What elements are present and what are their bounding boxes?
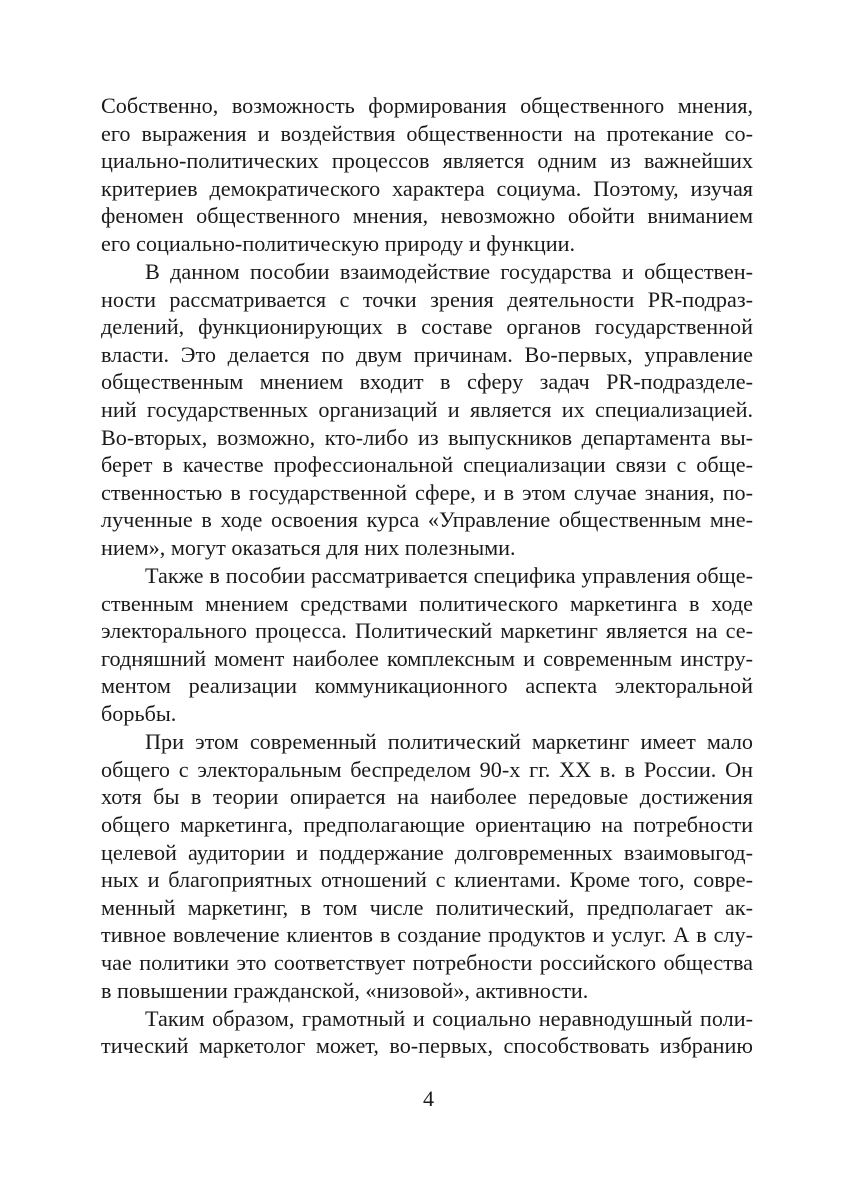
text-line: власти. Это делается по двум причинам. Во-первых, управление [101,341,753,367]
text-line: хотя бы в теории опирается на наиболее передовые достижения [101,784,753,810]
text-line: общего маркетинга, предполагающие ориентацию на потребности [101,811,753,837]
paragraph-4 [101,728,753,1004]
text-line: ментом реализации коммуникационного аспекта электоральной [101,673,753,699]
text-line: целевой аудитории и поддержание долговременных взаимовыгод- [101,839,753,865]
text-line: ственным мнением средствами политического маркетинга в ходе [101,590,753,616]
text-line: нием», могут оказаться для них полезными. [101,535,516,560]
text-line: делений, функционирующих в составе органов государственной [101,314,753,340]
text-line: критериев демократического характера социума. Поэтому, изучая [101,175,753,201]
page-number: 4 [423,1086,434,1111]
text-line: При этом современный политический маркетинг имеет мало [145,729,753,755]
paragraph-2 [101,258,753,562]
text-line: тивное вовлечение клиентов в создание продуктов и услуг. А в слу- [101,922,753,948]
text-line: его социально-политическую природу и функции. [101,230,576,256]
text-line: годняшний момент наиболее комплексным и современным инстру- [101,645,753,671]
page-body [101,92,753,1060]
text-line: ний государственных организаций и является их специализацией. [101,397,753,423]
text-line: общего с электоральным беспределом 90-х гг. XX в. в России. Он [101,756,753,782]
paragraph-1 [101,92,753,258]
text-line: лученные в ходе освоения курса «Управление общественным мне- [101,507,753,533]
text-line: электорального процесса. Политический маркетинг является на се- [101,618,753,644]
paragraph-3 [101,562,753,728]
text-line: Во-вторых, возможно, кто-либо из выпускников департамента вы- [101,424,753,450]
paragraph-5 [101,1005,753,1060]
text-line: циально-политических процессов является одним из важнейших [101,148,753,174]
text-line: чае политики это соответствует потребности российского общества [101,949,753,975]
text-line: тический маркетолог может, во-первых, способствовать избранию [101,1033,753,1059]
text-line: Таким образом, грамотный и социально неравнодушный поли- [145,1005,753,1031]
text-line: менный маркетинг, в том числе политический, предполагает ак- [101,894,753,920]
text-line: Также в пособии рассматривается специфика управления обще- [145,563,753,589]
text-line: Собственно, возможность формирования общественного мнения, [101,93,753,118]
text-line: феномен общественного мнения, невозможно обойти вниманием [101,203,753,229]
text-line: его выражения и воздействия общественности на протекание со- [101,120,753,146]
text-line: общественным мнением входит в сферу задач PR-подразделе- [101,369,753,395]
text-line: ственностью в государственной сфере, и в этом случае знания, по- [101,479,753,505]
text-line: ных и благоприятных отношений с клиентами. Кроме того, совре- [101,867,753,893]
text-line: в повышении гражданской, «низовой», активности. [101,977,589,1003]
text-line: берет в качестве профессиональной специализации связи с обще- [101,452,753,478]
text-line: В данном пособии взаимодействие государства и обществен- [145,259,753,285]
text-line: борьбы. [101,701,177,727]
text-line: ности рассматривается с точки зрения деятельности PR-подраз- [101,286,753,312]
